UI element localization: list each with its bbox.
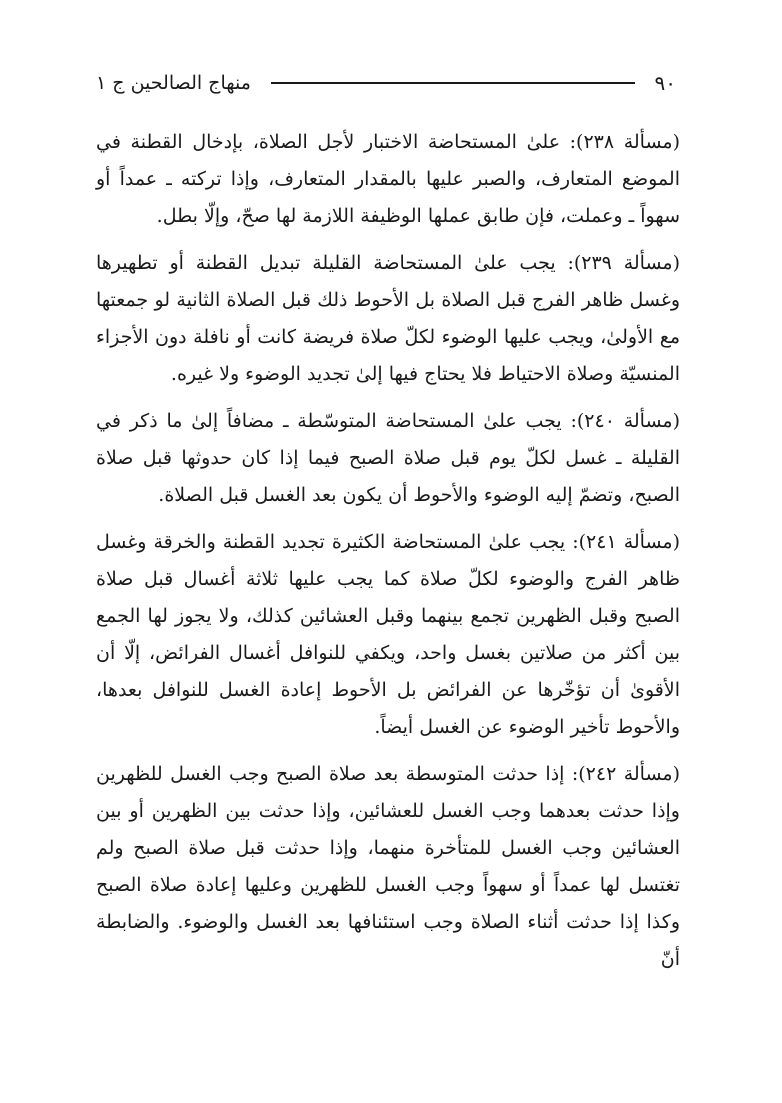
header-rule [271, 82, 635, 84]
paragraph-masala-241: (مسألة ٢٤١): يجب علىٰ المستحاضة الكثيرة تجديد القطنة والخرقة وغسل ظاهر الفرج والوضوء لكلّ صلاة كما يجب عليها ثلاثة أغسال قبل صلاة الصبح وقبل الظهرين تجمع بينهما وقبل العشائين كذلك، ولا يجوز لها الجمع بين أكثر من صلاتين بغسل واحد، ويكفي للنوافل أغسال الفرائض، إلّا أن الأقوىٰ أن تؤخّرها عن الفرائض بل الأحوط إعادة الغسل للنوافل بعدها، والأحوط تأخير الوضوء عن الغسل أيضاً. [96, 531, 681, 738]
page-number: ٩٠ [654, 71, 676, 95]
paragraph-masala-242: (مسألة ٢٤٢): إذا حدثت المتوسطة بعد صلاة الصبح وجب الغسل للظهرين وإذا حدثت بعدهما وجب الغسل للعشائين، وإذا حدثت بين الظهرين أو بين العشائين وجب الغسل للمتأخرة منهما، وإذا حدثت قبل صلاة الصبح ولم تغتسل لها عمداً أو سهواً وجب الغسل للظهرين وعليها إعادة صلاة الصبح وكذا إذا حدثت أثناء الصلاة وجب استئنافها بعد الغسل والوضوء. والضابطة أنّ [96, 763, 680, 970]
paragraph-masala-238: (مسألة ٢٣٨): علىٰ المستحاضة الاختبار لأجل الصلاة، بإدخال القطنة في الموضع المتعارف، والصبر عليها بالمقدار المتعارف، وإذا تركته ـ عمداً أو سهواً ـ وعملت، فإن طابق عملها الوظيفة اللازمة لها صحّ، وإلّا بطل. [96, 131, 681, 227]
page-body [96, 124, 680, 988]
running-title: منهاج الصالحين ج ١ [96, 72, 251, 94]
paragraph-masala-239: (مسألة ٢٣٩): يجب علىٰ المستحاضة القليلة تبديل القطنة أو تطهيرها وغسل ظاهر الفرج قبل الصلاة بل الأحوط ذلك قبل الصلاة الثانية لو جمعتها مع الأولىٰ، ويجب عليها الوضوء لكلّ صلاة فريضة كانت أو نافلة دون الأجزاء المنسيّة وصلاة الاحتياط فلا يحتاج فيها إلىٰ تجديد الوضوء ولا غيره. [96, 252, 681, 385]
page-header [96, 66, 676, 100]
paragraph-masala-240: (مسألة ٢٤٠): يجب علىٰ المستحاضة المتوسّطة ـ مضافاً إلىٰ ما ذكر في القليلة ـ غسل لكلّ يوم قبل صلاة الصبح فيما إذا كان حدوثها قبل صلاة الصبح، وتضمّ إليه الوضوء والأحوط أن يكون بعد الغسل قبل الصلاة. [96, 410, 680, 506]
